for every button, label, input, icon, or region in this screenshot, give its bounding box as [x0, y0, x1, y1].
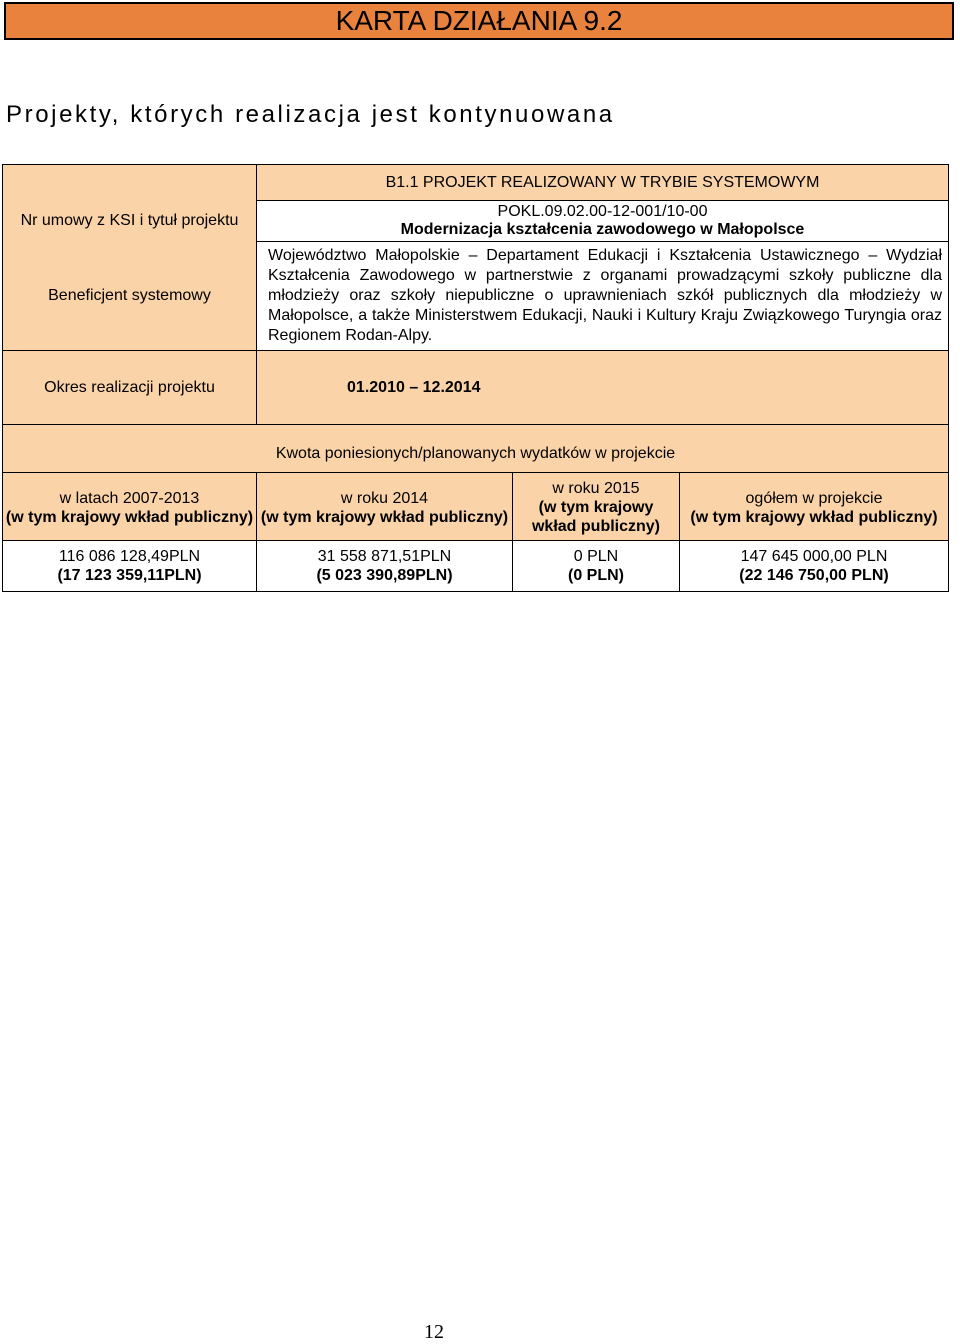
empty-corner-cell	[3, 165, 257, 201]
expense-sublabel: (w tym krajowy wkład publiczny)	[690, 508, 938, 526]
project-type-label: B1.1 PROJEKT REALIZOWANY W TRYBIE SYSTEMOWYM	[385, 173, 820, 191]
expense-public-amount: (0 PLN)	[568, 567, 624, 584]
project-title: Modernizacja kształcenia zawodowego w Małopolsce	[400, 221, 805, 238]
period-label-cell	[3, 351, 257, 425]
period-value-cell	[257, 351, 513, 425]
expense-value-2007-2013	[3, 541, 257, 592]
project-header-row	[3, 165, 949, 201]
expenses-header-row	[3, 425, 949, 473]
project-card-table	[2, 164, 949, 592]
expense-label: w roku 2015	[552, 480, 640, 497]
expense-col-2015	[513, 473, 680, 541]
expenses-header: Kwota poniesionych/planowanych wydatków w projekcie	[275, 445, 676, 462]
expense-col-total	[680, 473, 949, 541]
project-type-header	[257, 165, 949, 201]
expense-public-amount: (22 146 750,00 PLN)	[739, 567, 889, 584]
expense-col-2007-2013	[3, 473, 257, 541]
expense-amount: 147 645 000,00 PLN	[740, 548, 888, 565]
beneficiary-text: Województwo Małopolskie – Departament Edukacji i Kształcenia Ustawicznego – Wydział Kształcenia Zawodowego w partnerstwie z organami prowadzącymi szkoły publiczne dla młodzieży oraz szkoły niepubliczne o uprawnieniach szkół publicznych dla młodzieży w Małopolsce, a także Ministerstwem Edukacji, Nauki i Kultury Kraju Związkowego Turyngia oraz Regionem Rodan-Alpy.	[257, 242, 949, 351]
expense-col-2014	[257, 473, 513, 541]
expenses-values-row	[3, 541, 949, 592]
expense-label: w roku 2014	[340, 489, 429, 507]
section-subtitle: Projekty, których realizacja jest kontynuowana	[6, 101, 615, 128]
contract-label-cell	[3, 201, 257, 242]
page-title: KARTA DZIAŁANIA 9.2	[335, 5, 623, 36]
expense-amount: 31 558 871,51PLN	[317, 548, 452, 565]
contract-row	[3, 201, 949, 242]
period-label: Okres realizacji projektu	[44, 378, 215, 396]
period-row	[3, 351, 949, 425]
expense-amount: 0 PLN	[573, 548, 619, 565]
expense-label: w latach 2007-2013	[59, 489, 200, 507]
expenses-labels-row	[3, 473, 949, 541]
expense-amount: 116 086 128,49PLN	[58, 548, 201, 565]
contract-number: POKL.09.02.00-12-001/10-00	[497, 203, 708, 220]
expense-sublabel: (w tym krajowy wkład publiczny)	[531, 499, 660, 535]
beneficiary-row	[3, 242, 949, 351]
expense-sublabel: (w tym krajowy wkład publiczny)	[5, 508, 254, 526]
expenses-header-cell	[3, 425, 949, 473]
period-value: 01.2010 – 12.2014	[347, 378, 481, 396]
period-filler-cell	[513, 351, 949, 425]
expense-sublabel: (w tym krajowy wkład publiczny)	[260, 508, 509, 526]
contract-label: Nr umowy z KSI i tytuł projektu	[20, 212, 239, 229]
expense-label: ogółem w projekcie	[745, 489, 883, 507]
expense-value-total	[680, 541, 949, 592]
expense-public-amount: (17 123 359,11PLN)	[57, 567, 202, 584]
title-banner	[4, 2, 954, 40]
contract-cell	[257, 201, 949, 242]
beneficiary-label-cell	[3, 242, 257, 351]
expense-value-2015	[513, 541, 680, 592]
page-number: 12	[424, 1321, 444, 1343]
expense-public-amount: (5 023 390,89PLN)	[316, 567, 453, 584]
beneficiary-label: Beneficjent systemowy	[48, 286, 211, 304]
expense-value-2014	[257, 541, 513, 592]
